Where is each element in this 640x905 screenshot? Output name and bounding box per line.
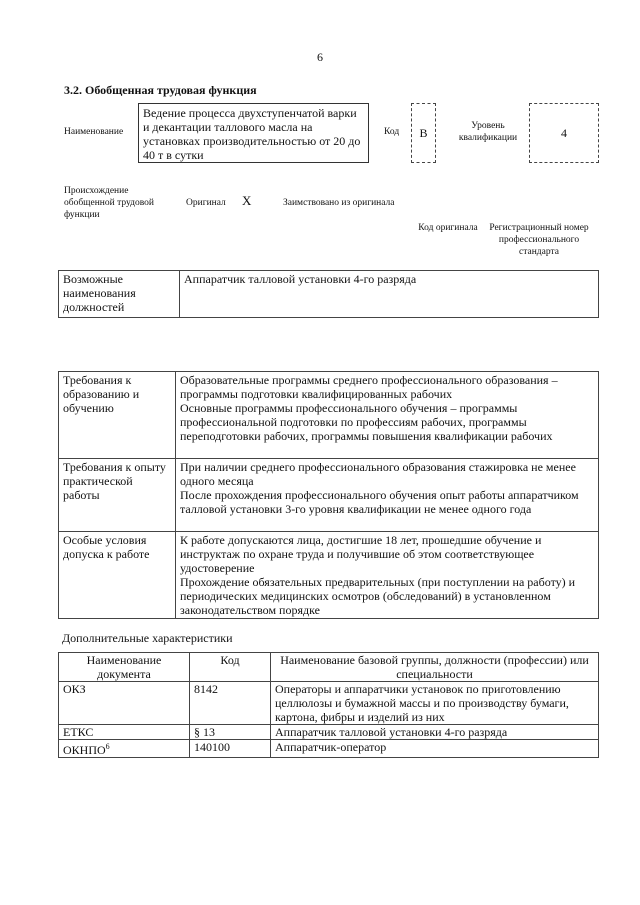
admission-line: К работе допускаются лица, достигшие 18 лет, прошедшие обучение и инструктаж по охране труда и получившие об этом соответствующее удостоверение: [180, 533, 542, 575]
row-name: Операторы и аппаратчики установок по приготовлению целлюлозы и бумажной массы и по производству бумаги, картона, фибры и изделий из них: [271, 682, 599, 725]
table-row: [59, 682, 599, 725]
experience-label: Требования к опыту практической работы: [59, 459, 176, 532]
footnote-mark: 6: [105, 742, 110, 751]
row-code: § 13: [190, 725, 271, 740]
table-row: [59, 372, 599, 459]
code-label: Код: [384, 127, 400, 137]
admission-label: Особые условия допуска к работе: [59, 532, 176, 619]
original-label: Оригинал: [186, 198, 226, 208]
table-row: [59, 653, 599, 682]
admission-line: Прохождение обязательных предварительных (при поступлении на работу) и периодических медицинских осмотров (обследований) в установленном законодательством порядке: [180, 575, 576, 617]
row-name: Аппаратчик талловой установки 4-го разряда: [271, 725, 599, 740]
education-value: [176, 372, 599, 459]
row-doc: ОКЗ: [59, 682, 190, 725]
education-line: Образовательные программы среднего профессионального образования – программы подготовки квалифицированных рабочих: [180, 373, 558, 401]
table-row: [59, 725, 599, 740]
education-label: Требования к образованию и обучению: [59, 372, 176, 459]
header-code: Код: [190, 653, 271, 682]
row-code: 8142: [190, 682, 271, 725]
header-name: Наименование базовой группы, должности (профессии) или специальности: [271, 653, 599, 682]
original-code-label: Код оригинала: [418, 223, 478, 233]
positions-table: [58, 270, 599, 318]
name-label: Наименование: [64, 127, 124, 137]
original-mark: X: [242, 193, 252, 208]
positions-label: Возможные наименования должностей: [59, 271, 180, 318]
experience-value: [176, 459, 599, 532]
row-name: Аппаратчик-оператор: [271, 740, 599, 758]
table-row: [59, 271, 599, 318]
additional-title: Дополнительные характеристики: [62, 631, 233, 645]
row-doc: ЕТКС: [59, 725, 190, 740]
experience-line: После прохождения профессионального обучения опыт работы аппаратчиком талловой установки 3-го уровня квалификации не менее одного года: [180, 488, 579, 516]
additional-table: [58, 652, 599, 758]
positions-value: Аппаратчик талловой установки 4-го разряда: [180, 271, 599, 318]
level-label: Уровень квалификации: [458, 121, 518, 143]
table-row: [59, 459, 599, 532]
page-number: 6: [317, 50, 323, 64]
borrowed-label: Заимствовано из оригинала: [283, 198, 395, 208]
education-line: Основные программы профессионального обучения – программы профессиональной подготовки по профессиям рабочих, программы переподготовки рабочих, программы повышения квалификации рабочих: [180, 401, 553, 443]
level-value: 4: [529, 103, 599, 163]
row-doc: ОКНПО: [63, 743, 106, 757]
code-value: B: [411, 103, 436, 163]
experience-line: При наличии среднего профессионального образования стажировка не менее одного месяца: [180, 460, 576, 488]
requirements-table: [58, 371, 599, 619]
reg-number-label: Регистрационный номер профессионального стандарта: [489, 223, 589, 257]
admission-value: [176, 532, 599, 619]
row-code: 140100: [190, 740, 271, 758]
header-doc: Наименование документа: [59, 653, 190, 682]
function-name-box: Ведение процесса двухступенчатой варки и декантации таллового масла на установках производительностью от 20 до 40 т в сутки: [138, 103, 369, 163]
section-title: 3.2. Обобщенная трудовая функция: [64, 83, 257, 97]
table-row: [59, 740, 599, 758]
table-row: [59, 532, 599, 619]
row-doc-cell: [59, 740, 190, 758]
origin-label: Происхождение обобщенной трудовой функции: [64, 186, 154, 220]
